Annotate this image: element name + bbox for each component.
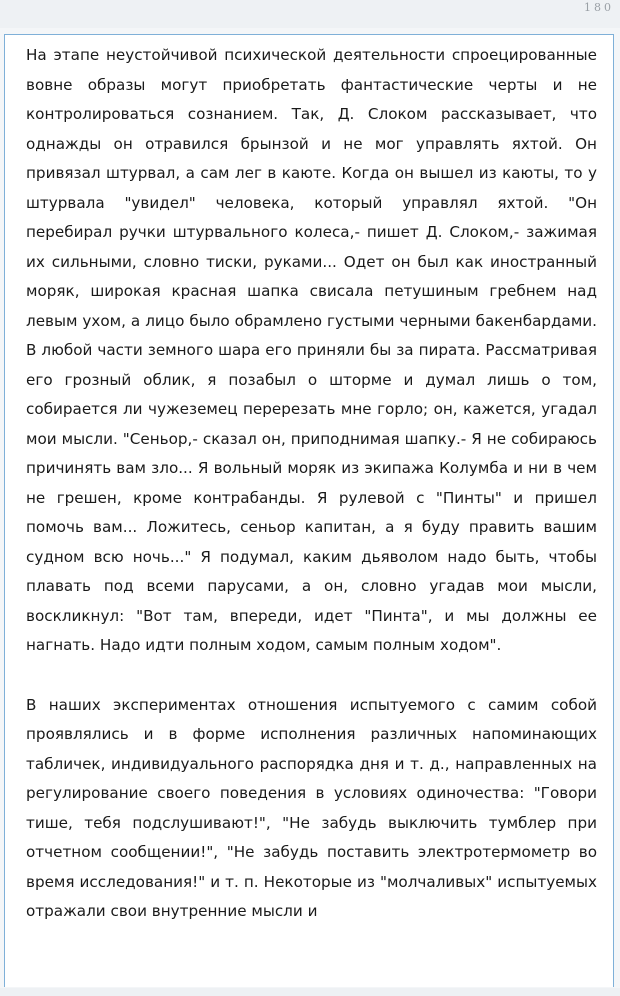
top-bar	[0, 0, 620, 28]
paragraph: На этапе неустойчивой психической деятельности спроецированные вовне образы могут приобретать фантастические черты и не контролироваться сознанием. Так, Д. Слоком рассказывает, что однажды он отравился брынзой и не мог управлять яхтой. Он привязал штурвал, а сам лег в каюте. Когда он вышел из каюты, то у штурвала "увидел" человека, который управлял яхтой. "Он перебирал ручки штурвального колеса,- пишет Д. Слоком,- зажимая их сильными, словно тиски, руками... Одет он был как иностранный моряк, широкая красная шапка свисала петушиным гребнем над левым ухом, а лицо было обрамлено густыми черными бакенбардами. В любой части земного шара его приняли бы за пирата. Рассматривая его грозный облик, я позабыл о шторме и думал лишь о том, собирается ли чужеземец перерезать мне горло; он, кажется, угадал мои мысли. "Сеньор,- сказал он, приподнимая шапку.- Я не собираюсь причинять вам зло... Я вольный моряк из экипажа Колумба и ни в чем не грешен, кроме контрабанды. Я рулевой с "Пинты" и пришел помочь вам... Ложитесь, сеньор капитан, а я буду править вашим судном всю ночь..." Я подумал, каким дьяволом надо быть, чтобы плавать под всеми парусами, а он, словно угадав мои мысли, воскликнул: "Вот там, впереди, идет "Пинта", и мы должны ее нагнать. Надо идти полным ходом, самым полным ходом".	[26, 46, 597, 654]
document-page	[4, 34, 614, 987]
text-body	[26, 41, 597, 927]
bottom-bar	[0, 988, 620, 996]
paragraph: В наших экспериментах отношения испытуемого с самим собой проявлялись и в форме исполнения различных напоминающих табличек, индивидуального распорядка дня и т. д., направленных на регулирование своего поведения в условиях одиночества: "Говори тише, тебя подслушивают!", "Не забудь выключить тумблер при отчетном сообщении!", "Не забудь поставить электротермометр во время исследования!" и т. п. Некоторые из "молчаливых" испытуемых отражали свои внутренние мысли и	[26, 695, 597, 920]
page-number: 180	[584, 1, 614, 14]
